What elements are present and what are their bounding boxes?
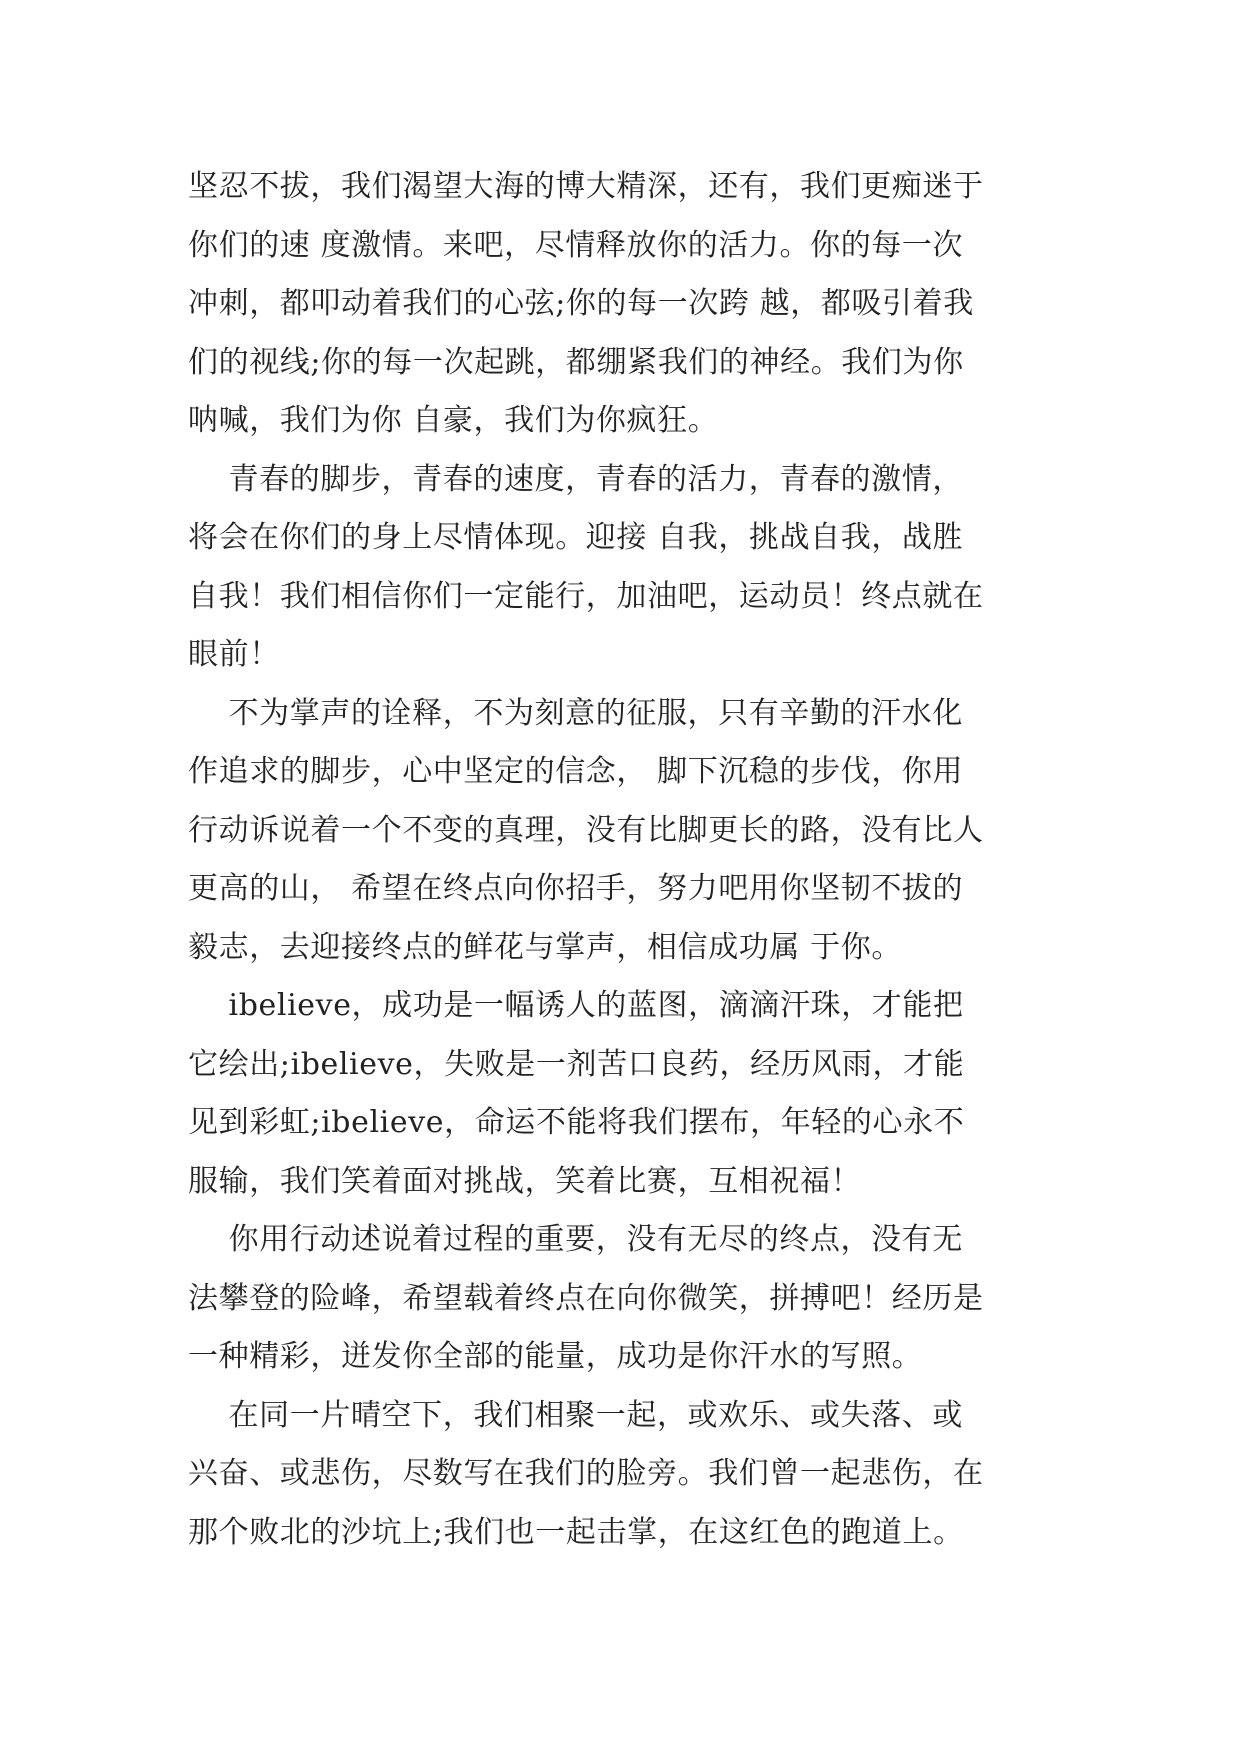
text-line: 作追求的脚步，心中坚定的信念， 脚下沉稳的步伐，你用	[188, 754, 964, 789]
text-line: 一种精彩，迸发你全部的能量，成功是你汗水的写照。	[188, 1339, 923, 1374]
text-line: 眼前！	[188, 637, 280, 672]
text-line: 行动诉说着一个不变的真理，没有比脚更长的路，没有比人	[188, 812, 984, 848]
text-line: 你们的速 度激情。来吧，尽情释放你的活力。你的每一次	[188, 227, 964, 263]
text-line: 将会在你们的身上尽情体现。迎接 自我，挑战自我，战胜	[188, 520, 964, 555]
text-line: 在同一片晴空下，我们相聚一起，或欢乐、或失落、或	[188, 1397, 963, 1433]
text-line: 你用行动述说着过程的重要，没有无尽的终点，没有无	[188, 1222, 963, 1257]
text-line: 坚忍不拔，我们渴望大海的博大精深，还有，我们更痴迷于	[188, 169, 984, 204]
text-line: 冲刺，都叩动着我们的心弦;你的每一次跨 越，都吸引着我	[188, 286, 974, 321]
text-line: 兴奋、或悲伤，尽数写在我们的脸旁。我们曾一起悲伤，在	[188, 1456, 984, 1491]
text-line: 更高的山， 希望在终点向你招手，努力吧用你坚韧不拔的	[188, 871, 964, 906]
text-line: 那个败北的沙坑上;我们也一起击掌，在这红色的跑道上。	[188, 1514, 964, 1550]
text-line: 法攀登的险峰，希望载着终点在向你微笑，拼搏吧！经历是	[188, 1280, 984, 1316]
text-line: 毅志，去迎接终点的鲜花与掌声，相信成功属 于你。	[188, 929, 902, 965]
text-line: 见到彩虹;ibelieve，命运不能将我们摆布，年轻的心永不	[188, 1105, 965, 1140]
text-line: 青春的脚步，青春的速度，青春的活力，青春的激情，	[188, 461, 963, 497]
text-line: ibelieve，成功是一幅诱人的蓝图，滴滴汗珠，才能把	[188, 988, 964, 1023]
text-line: 自我！我们相信你们一定能行，加油吧，运动员！终点就在	[188, 578, 984, 614]
text-line: 它绘出;ibelieve，失败是一剂苦口良药，经历风雨，才能	[188, 1046, 965, 1082]
text-line: 不为掌声的诠释，不为刻意的征服，只有辛勤的汗水化	[188, 695, 963, 731]
text-line: 们的视线;你的每一次起跳，都绷紧我们的神经。我们为你	[188, 344, 964, 380]
text-line: 服输，我们笑着面对挑战，笑着比赛，互相祝福！	[188, 1163, 862, 1199]
text-line: 呐喊，我们为你 自豪，我们为你疯狂。	[188, 403, 719, 438]
body-text	[188, 158, 1064, 1562]
